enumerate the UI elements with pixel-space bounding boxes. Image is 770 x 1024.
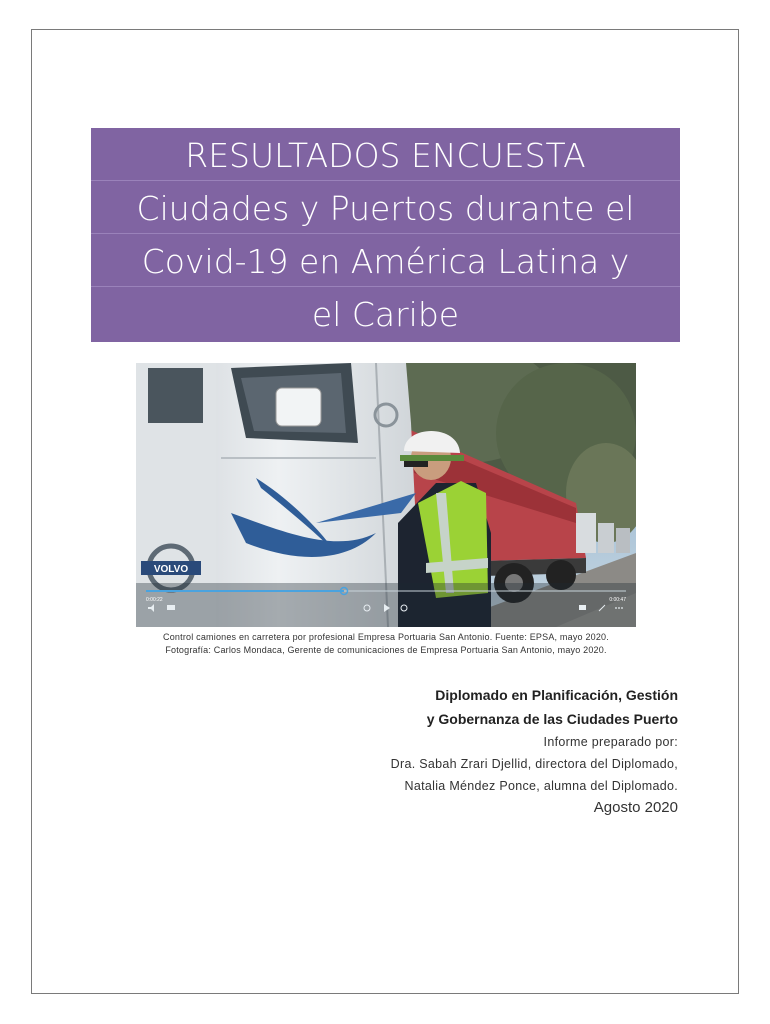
photo-caption xyxy=(136,631,636,657)
settings-icon xyxy=(579,605,586,610)
author-1: Dra. Sabah Zrari Djellid, directora del Diplomado, xyxy=(390,757,678,771)
report-date: Agosto 2020 xyxy=(593,799,678,816)
captions-icon xyxy=(167,605,175,610)
truck-brand-label: VOLVO xyxy=(153,564,189,575)
author-2: Natalia Méndez Ponce, alumna del Diplomado. xyxy=(404,779,678,793)
video-time-total: 0:00:47 xyxy=(609,597,626,603)
photo-illustration xyxy=(136,363,636,627)
cover-photo xyxy=(136,363,636,627)
caption-line-1: Control camiones en carretera por profesional Empresa Portuaria San Antonio. Fuente: EPSA, mayo 2020. xyxy=(163,632,609,642)
prepared-by-label: Informe preparado por: xyxy=(543,735,678,749)
caption-line-2: Fotografía: Carlos Mondaca, Gerente de comunicaciones de Empresa Portuaria San Antonio, mayo 2020. xyxy=(165,645,607,655)
title-line-2: Ciudades y Puertos durante el xyxy=(91,181,680,234)
video-time-elapsed: 0:00:22 xyxy=(146,597,163,603)
more-icon xyxy=(615,607,623,609)
title-banner xyxy=(91,128,680,342)
program-name-line-2: y Gobernanza de las Ciudades Puerto xyxy=(426,711,678,727)
title-line-4: el Caribe xyxy=(311,295,460,334)
title-line-1: RESULTADOS ENCUESTA xyxy=(91,128,680,181)
program-name-line-1: Diplomado en Planificación, Gestión xyxy=(435,687,678,703)
title-line-3: Covid-19 en América Latina y xyxy=(91,234,680,287)
credits-block xyxy=(391,683,678,819)
